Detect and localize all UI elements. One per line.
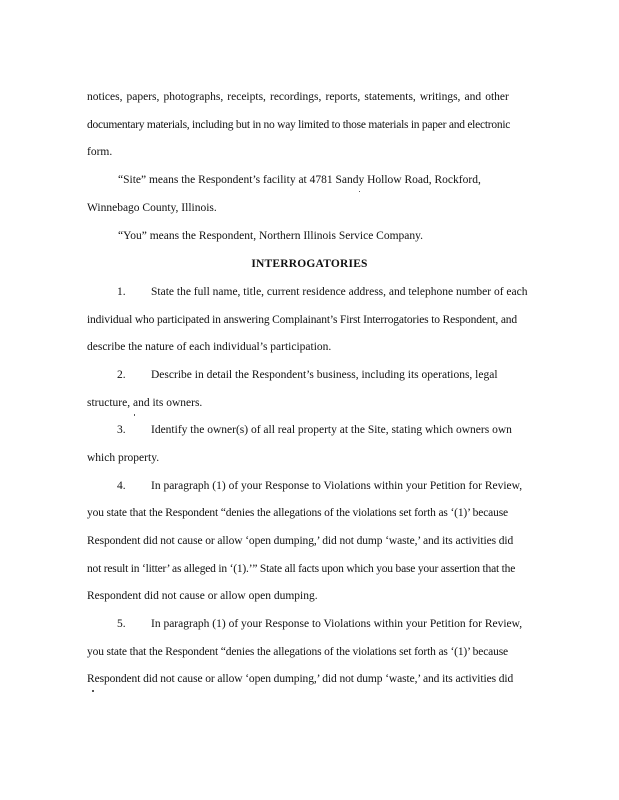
- interrogatory-text-line: describe the nature of each individual’s participation.: [87, 341, 332, 353]
- definition-you: “You” means the Respondent, Northern Illinois Service Company.: [118, 230, 424, 242]
- interrogatory-number: 3.: [117, 424, 126, 436]
- interrogatory-text-line: Describe in detail the Respondent’s business, including its operations, legal: [151, 369, 498, 381]
- interrogatory-number: 5.: [117, 618, 126, 630]
- interrogatory-text-line: which property.: [87, 452, 160, 464]
- interrogatory-text-line: Respondent did not cause or allow open dumping.: [87, 590, 318, 602]
- interrogatory-number: 2.: [117, 369, 126, 381]
- interrogatory-text-line: In paragraph (1) of your Response to Violations within your Petition for Review,: [151, 480, 523, 492]
- interrogatory-text-line: In paragraph (1) of your Response to Violations within your Petition for Review,: [151, 618, 523, 630]
- interrogatory-number: 1.: [117, 286, 126, 298]
- interrogatories-heading: INTERROGATORIES: [251, 258, 368, 270]
- scan-speck: [359, 191, 360, 192]
- definition-documents-line-3: form.: [87, 146, 113, 158]
- interrogatory-text-line: Respondent did not cause or allow ‘open dumping,’ did not dump ‘waste,’ and its activities did: [87, 673, 514, 685]
- interrogatory-text-line: you state that the Respondent “denies the allegations of the violations set forth as ‘(1)’ because: [87, 646, 508, 658]
- scan-speck: [92, 690, 94, 692]
- interrogatory-text-line: Respondent did not cause or allow ‘open dumping,’ did not dump ‘waste,’ and its activities did: [87, 535, 514, 547]
- interrogatory-text-line: State the full name, title, current residence address, and telephone number of each: [151, 286, 528, 298]
- interrogatory-number: 4.: [117, 480, 126, 492]
- interrogatory-text-line: structure, and its owners.: [87, 397, 203, 409]
- interrogatory-text-line: individual who participated in answering Complainant’s First Interrogatories to Respondent, and: [87, 314, 518, 326]
- definition-documents-line-2: documentary materials, including but in no way limited to those materials in paper and electronic: [87, 119, 511, 131]
- definition-site-line-2: Winnebago County, Illinois.: [87, 202, 217, 214]
- interrogatory-text-line: Identify the owner(s) of all real property at the Site, stating which owners own: [151, 424, 512, 436]
- scan-speck: [134, 414, 135, 416]
- interrogatory-text-line: not result in ‘litter’ as alleged in ‘(1).’” State all facts upon which you base your assertion that the: [87, 563, 516, 575]
- interrogatory-text-line: you state that the Respondent “denies the allegations of the violations set forth as ‘(1)’ because: [87, 507, 508, 519]
- definition-site-line-1: “Site” means the Respondent’s facility at 4781 Sandy Hollow Road, Rockford,: [118, 174, 481, 186]
- definition-documents-line-1: notices, papers, photographs, receipts, recordings, reports, statements, writings, and other: [87, 91, 509, 103]
